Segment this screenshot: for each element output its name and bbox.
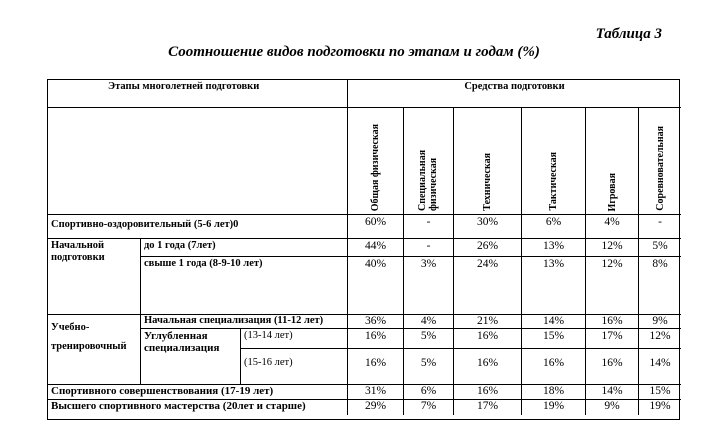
cell: 24% <box>454 257 522 315</box>
col-competitive: Соревновательная <box>639 108 681 215</box>
col-general-physical: Общая физическая <box>348 108 404 215</box>
cell: 7% <box>404 400 454 415</box>
cell: 16% <box>348 349 404 385</box>
cell: 16% <box>586 315 639 329</box>
cell: 17% <box>586 329 639 349</box>
cell: 13% <box>522 257 586 315</box>
cell: 6% <box>404 385 454 400</box>
cell: 15% <box>639 385 681 400</box>
cell: 14% <box>586 385 639 400</box>
col-tactical: Тактическая <box>522 108 586 215</box>
cell: 16% <box>454 349 522 385</box>
stages-header-blank <box>48 108 348 215</box>
cell: 15% <box>522 329 586 349</box>
group-label-initial: Начальной подготовки <box>48 239 141 315</box>
cell: 14% <box>639 349 681 385</box>
cell: 8% <box>639 257 681 315</box>
cell: 12% <box>586 239 639 257</box>
cell: 60% <box>348 215 404 239</box>
cell: 9% <box>586 400 639 415</box>
row-label-age-15-16: (15-16 лет) <box>241 349 348 385</box>
col-special-physical: Специальная физическая <box>404 108 454 215</box>
cell: 5% <box>404 329 454 349</box>
row-label-deep-spec: Углубленная специализация <box>141 329 241 385</box>
table-caption: Таблица 3 <box>595 26 662 42</box>
row-label-perfection: Спортивного совершенствования (17-19 лет) <box>48 385 348 400</box>
cell: 29% <box>348 400 404 415</box>
cell: 19% <box>522 400 586 415</box>
row-label-year-over1: свыше 1 года (8-9-10 лет) <box>141 257 348 315</box>
cell: 18% <box>522 385 586 400</box>
cell: 16% <box>348 329 404 349</box>
cell: 16% <box>454 385 522 400</box>
cell: 12% <box>586 257 639 315</box>
cell: 44% <box>348 239 404 257</box>
cell: 9% <box>639 315 681 329</box>
row-label-initial-spec: Начальная специализация (11-12 лет) <box>141 315 348 329</box>
row-label-age-13-14: (13-14 лет) <box>241 329 348 349</box>
cell: 16% <box>586 349 639 385</box>
row-label-mastery: Высшего спортивного мастерства (20лет и старше) <box>48 400 348 415</box>
cell: 5% <box>404 349 454 385</box>
cell: 30% <box>454 215 522 239</box>
cell: - <box>404 215 454 239</box>
group-label-training: Учебно-тренировочный <box>48 315 141 385</box>
cell: 6% <box>522 215 586 239</box>
cell: 17% <box>454 400 522 415</box>
cell: 21% <box>454 315 522 329</box>
stages-header: Этапы многолетней подготовки <box>48 80 348 108</box>
cell: 26% <box>454 239 522 257</box>
cell: 40% <box>348 257 404 315</box>
cell: 16% <box>454 329 522 349</box>
table-title: Соотношение видов подготовки по этапам и годам (%) <box>168 44 540 60</box>
cell: 14% <box>522 315 586 329</box>
col-technical: Техническая <box>454 108 522 215</box>
means-header: Средства подготовки <box>348 80 681 108</box>
cell: 12% <box>639 329 681 349</box>
row-label-sport-health: Спортивно-оздоровительный (5-6 лет)0 <box>48 215 348 239</box>
cell: 4% <box>404 315 454 329</box>
cell: 16% <box>522 349 586 385</box>
cell: 4% <box>586 215 639 239</box>
cell: 5% <box>639 239 681 257</box>
cell: 3% <box>404 257 454 315</box>
training-ratio-table <box>47 79 680 420</box>
cell: - <box>404 239 454 257</box>
cell: 31% <box>348 385 404 400</box>
cell: 36% <box>348 315 404 329</box>
cell: 19% <box>649 400 671 412</box>
cell: - <box>639 215 681 239</box>
row-label-year1: до 1 года (7лет) <box>141 239 348 257</box>
cell: 13% <box>522 239 586 257</box>
col-game: Игровая <box>586 108 639 215</box>
